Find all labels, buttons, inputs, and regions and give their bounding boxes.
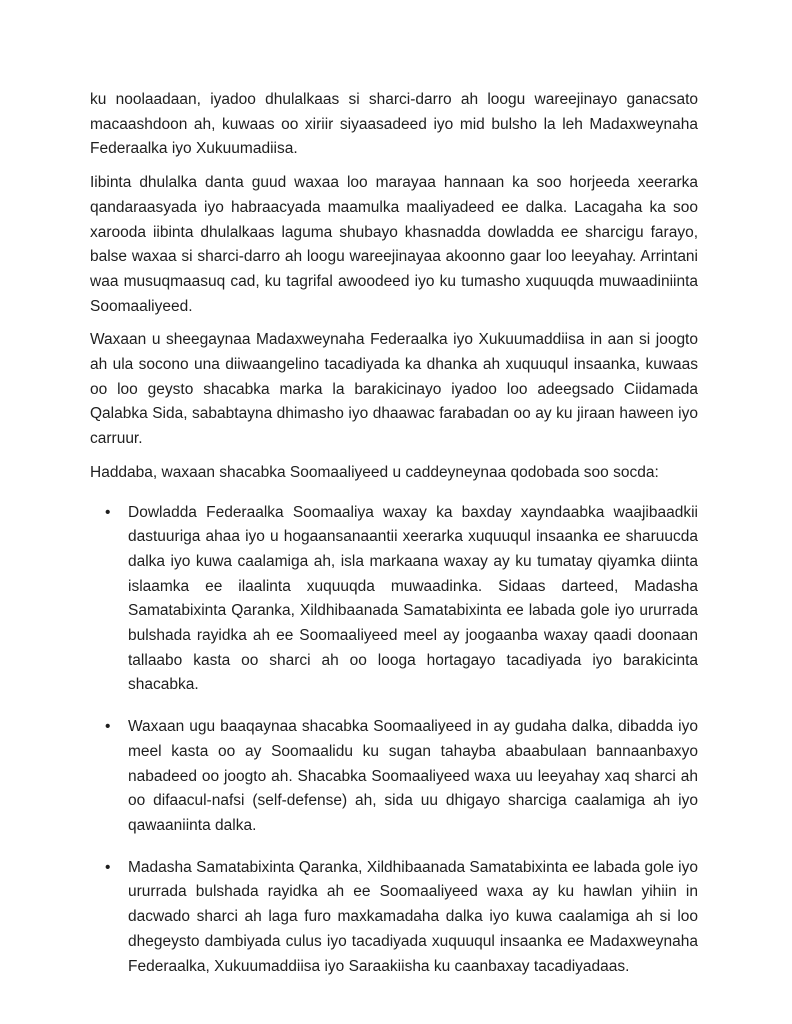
bullet-list — [90, 501, 698, 980]
list-item-1 — [90, 501, 698, 699]
bullet-icon: • — [105, 503, 111, 521]
list-item-2-text: Waxaan ugu baaqaynaa shacabka Soomaaliyeed in ay gudaha dalka, dibadda iyo meel kasta oo ay Soomaalidu ku sugan tahayba abaabulaan bannaanbaxyo nabadeed oo joogto ah. Shacabka Soomaaliyeed waxa uu leeyahay xaq sharci ah oo difaacul-nafsi (self-defense) ah, sida uu dhigayo sharciga caalamiga ah iyo qawaaniinta dalka. — [128, 718, 698, 834]
list-item-1-text: Dowladda Federaalka Soomaaliya waxay ka baxday xayndaabka waajibaadkii dastuuriga ahaa iyo u hogaansanaantii xeerarka xuquuqul insaanka ee sharuucda dalka iyo kuwa caalamiga ah, isla markaana waxay ay ku tumatay qiyamka diinta islaamka ee ilaalinta xuquuqda muwaadinka. Sidaas darteed, Madasha Samatabixinta Qaranka, Xildhibaanada Samatabixinta ee labada gole iyo ururrada bulshada rayidka ah ee Soomaaliyeed meel ay joogaanba waxay qaadi doonaan tallaabo kasta oo sharci ah oo looga hortagayo tacadiyada iyo barakicinta shacabka. — [128, 503, 698, 694]
list-item-3 — [90, 856, 698, 980]
list-intro-paragraph: Haddaba, waxaan shacabka Soomaaliyeed u caddeyneynaa qodobada soo socda: — [90, 463, 659, 481]
paragraph-1: ku noolaadaan, iyadoo dhulalkaas si sharci-darro ah loogu wareejinayo ganacsato macaashdoon ah, kuwaas oo xiriir siyaasadeed iyo mid bulsho la leh Madaxweynaha Federaalka iyo Xukuumadiisa. — [90, 91, 698, 158]
bullet-icon: • — [105, 858, 111, 876]
paragraph-2: Iibinta dhulalka danta guud waxaa loo marayaa hannaan ka soo horjeeda xeerarka qandaraasyada iyo habraacyada maamulka maaliyadeed ee dalka. Lacagaha ka soo xarooda iibinta dhulalkaas laguma shubayo khasnadda dowladda ee sharcigu farayo, balse waxaa si sharci-darro ah loogu wareejinayaa akoonno gaar loo leeyahay. Arrintani waa musuqmaasuq cad, ku tagrifal awoodeed iyo ku tumasho xuquuqda muwaadiniinta Soomaaliyeed. — [90, 174, 698, 315]
list-item-3-text: Madasha Samatabixinta Qaranka, Xildhibaanada Samatabixinta ee labada gole iyo ururrada bulshada rayidka ah ee Soomaaliyeed waxa ay ku hawlan yihiin in dacwado sharci ah laga furo maxkamadaha dalka iyo kuwa caalamiga ah si loo dhegeysto dambiyada culus iyo tacadiyada xuquuqul insaanka ee Madaxweynaha Federaalka, Xukuumaddiisa iyo Saraakiisha ku caanbaxay tacadiyadaas. — [128, 858, 698, 975]
list-item-2 — [90, 715, 698, 839]
bullet-icon: • — [105, 718, 111, 736]
document-body — [90, 88, 698, 996]
paragraph-3: Waxaan u sheegaynaa Madaxweynaha Federaalka iyo Xukuumaddiisa in aan si joogto ah ula socono una diiwaangelino tacadiyada ka dhanka ah xuquuqul insaanka, kuwaas oo loo geysto shacabka marka la barakicinayo iyadoo loo adeegsado Ciidamada Qalabka Sida, sababtayna dhimasho iyo dhaawac farabadan oo ay ku jiraan haween iyo carruur. — [90, 331, 698, 448]
